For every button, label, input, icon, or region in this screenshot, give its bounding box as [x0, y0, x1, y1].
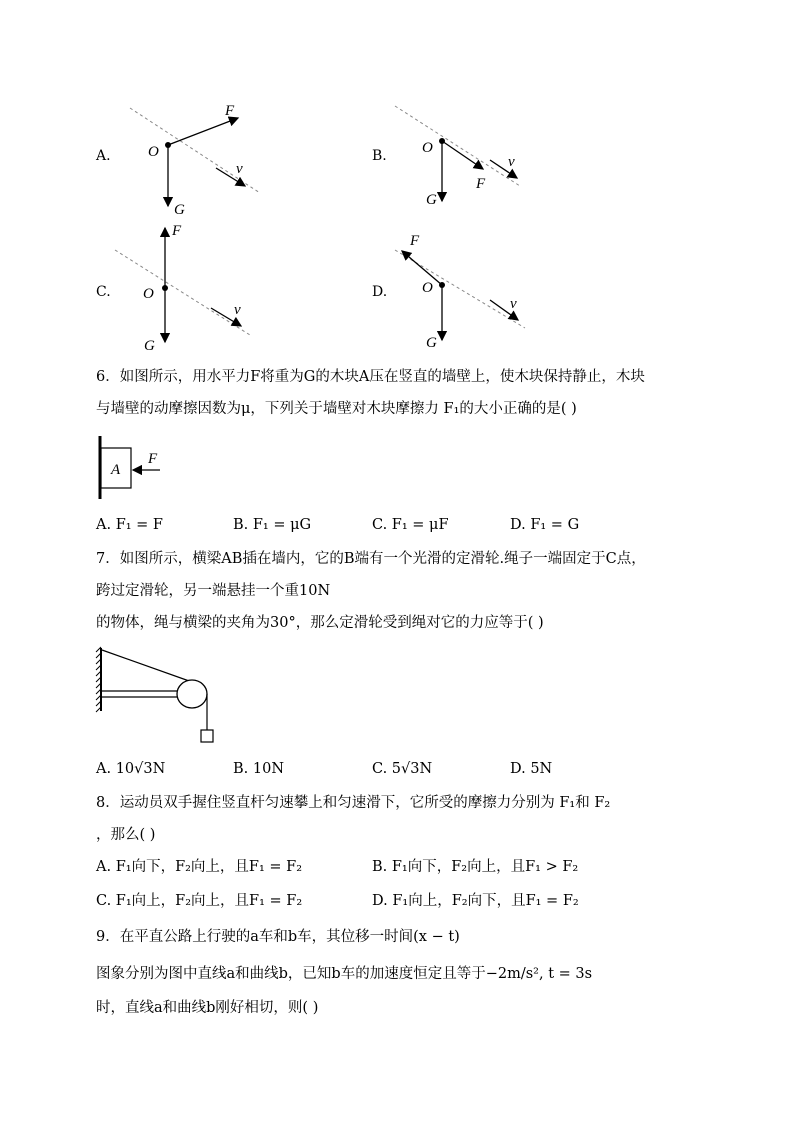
label-f: F — [225, 103, 235, 119]
q8-line-1: 8．运动员双手握住竖直杆匀速攀上和匀速滑下，它所受的摩擦力分别为 F₁和 F₂ — [96, 795, 611, 811]
label-g: G — [426, 192, 437, 208]
force-diagram-a — [110, 98, 360, 218]
pulley — [177, 680, 207, 708]
q8-option-b[interactable]: B. F₁向下，F₂向上，且F₁ > F₂ — [372, 859, 579, 875]
q7-option-c[interactable]: C. 5√3N — [372, 761, 433, 777]
label-o: O — [143, 286, 154, 302]
label-o: O — [148, 144, 159, 160]
q7-option-b[interactable]: B. 10N — [233, 761, 285, 777]
label-f: F — [476, 176, 486, 192]
force-diagram-c — [110, 220, 290, 355]
q7-pulley-figure — [96, 646, 226, 746]
point-o — [439, 282, 445, 288]
q7-line-2: 跨过定滑轮，另一端悬挂一个重10N — [96, 583, 331, 599]
q6-figure — [96, 433, 176, 503]
q6-line-2: 与墙壁的动摩擦因数为μ，下列关于墙壁对木块摩擦力 F₁的大小正确的是( ) — [96, 401, 577, 417]
label-g: G — [174, 202, 185, 218]
label-o: O — [422, 140, 433, 156]
point-o — [162, 285, 168, 291]
label-g: G — [426, 335, 437, 351]
label-v: v — [508, 154, 515, 170]
label-o: O — [422, 280, 433, 296]
q8-option-d[interactable]: D. F₁向上，F₂向下，且F₁ = F₂ — [372, 893, 579, 909]
q8-option-a[interactable]: A. F₁向下，F₂向上，且F₁ = F₂ — [96, 859, 303, 875]
label-g: G — [144, 338, 155, 354]
label-v: v — [236, 161, 243, 177]
q9-line-2: 图象分别为图中直线a和曲线b，已知b车的加速度恒定且等于−2m/s², t = 3s — [96, 966, 593, 982]
force-f-arrow — [442, 141, 483, 169]
option-d-label: D. — [372, 284, 388, 300]
q8-option-c[interactable]: C. F₁向上，F₂向上，且F₁ = F₂ — [96, 893, 303, 909]
q6-option-c[interactable]: C. F₁ = μF — [372, 517, 449, 533]
q9-line-1: 9．在平直公路上行驶的a车和b车，其位移一时间(x − t) — [96, 929, 460, 945]
q6-option-b[interactable]: B. F₁ = μG — [233, 517, 312, 533]
option-c-label: C. — [96, 284, 111, 300]
point-o — [165, 142, 171, 148]
label-v: v — [510, 296, 517, 312]
option-a-label: A. — [96, 148, 111, 164]
force-diagram-b — [390, 98, 550, 218]
force-f-arrow — [168, 118, 238, 145]
q8-line-2: ，那么( ) — [96, 827, 156, 843]
q7-option-a[interactable]: A. 10√3N — [96, 761, 166, 777]
label-f: F — [172, 223, 182, 239]
q7-line-3: 的物体，绳与横梁的夹角为30°，那么定滑轮受到绳对它的力应等于( ) — [96, 615, 544, 631]
option-b-label: B. — [372, 148, 387, 164]
label-force-f: F — [148, 451, 158, 467]
force-diagram-d — [390, 220, 550, 355]
weight-box — [201, 730, 213, 742]
incline-dashed-line — [395, 106, 520, 186]
q6-line-1: 6．如图所示，用水平力F将重为G的木块A压在竖直的墙壁上，使木块保持静止，木块 — [96, 369, 645, 385]
label-f: F — [410, 233, 420, 249]
q7-line-1: 7．如图所示，横梁AB插在墙内，它的B端有一个光滑的定滑轮.绳子一端固定于C点， — [96, 551, 646, 567]
label-block-a: A — [111, 462, 121, 478]
point-o — [439, 138, 445, 144]
q6-option-a[interactable]: A. F₁ = F — [96, 517, 163, 533]
q9-line-3: 时，直线a和曲线b刚好相切，则( ) — [96, 1000, 319, 1016]
q7-option-d[interactable]: D. 5N — [510, 761, 553, 777]
incline-dashed-line — [115, 250, 250, 335]
rope-upper — [102, 650, 192, 682]
q6-option-d[interactable]: D. F₁ = G — [510, 517, 580, 533]
label-v: v — [234, 302, 241, 318]
